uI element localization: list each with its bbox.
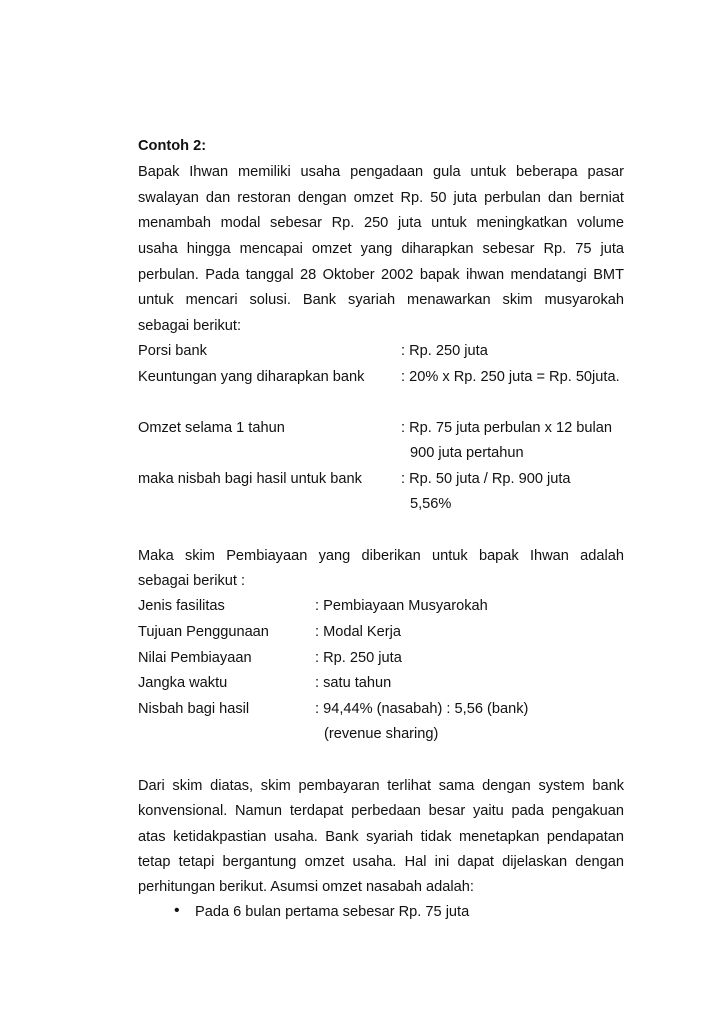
skim-label: Nilai Pembiayaan [138,650,252,666]
skim-row [138,673,624,693]
skim-value: : Pembiayaan Musyarokah [315,598,488,614]
calc-value: : Rp. 250 juta [401,343,488,359]
calc-value: 900 juta pertahun [410,445,524,461]
intro-line: menambah modal sebesar Rp. 250 juta untuk meningkatkan volume [138,215,624,231]
calc-row [138,494,624,514]
intro-line: swalayan dan restoran dengan omzet Rp. 50 juta perbulan dan berniat [138,190,624,206]
skim-value: : 94,44% (nasabah) : 5,56 (bank) [315,701,529,717]
intro-line: untuk mencari solusi. Bank syariah menawarkan skim musyarokah [138,292,624,308]
skim-label: Nisbah bagi hasil [138,701,250,717]
calc-row [138,418,624,438]
example-heading: Contoh 2: [138,138,207,154]
skim-row [138,648,624,668]
calc-label: Keuntungan yang diharapkan bank [138,369,365,385]
intro-line: Bapak Ihwan memiliki usaha pengadaan gula untuk beberapa pasar [138,164,624,180]
skim-value: : Rp. 250 juta [315,650,402,666]
calc-row [138,367,624,387]
skim-row [138,724,624,744]
skim-value: : satu tahun [315,675,392,691]
calc-label: maka nisbah bagi hasil untuk bank [138,471,362,487]
closing-line: tetap tetapi bergantung omzet usaha. Hal ini dapat dijelaskan dengan [138,854,624,870]
calc-value: : 20% x Rp. 250 juta = Rp. 50juta. [401,369,620,385]
skim-label: Tujuan Penggunaan [138,624,269,640]
intro-line: sebagai berikut: [138,318,242,334]
calc-value: : Rp. 50 juta / Rp. 900 juta [401,471,571,487]
calc-label: Omzet selama 1 tahun [138,420,285,436]
closing-line: konvensional. Namun terdapat perbedaan besar yaitu pada pengakuan [138,803,624,819]
skim-intro-line: sebagai berikut : [138,573,246,589]
calc-label: Porsi bank [138,343,207,359]
skim-row [138,622,624,642]
closing-line: atas ketidakpastian usaha. Bank syariah tidak menetapkan pendapatan [138,829,624,845]
calc-row [138,341,624,361]
skim-value: (revenue sharing) [324,726,439,742]
closing-line: perhitungan berikut. Asumsi omzet nasabah adalah: [138,879,474,895]
skim-label: Jangka waktu [138,675,228,691]
intro-line: usaha hingga mencapai omzet yang diharapkan sebesar Rp. 75 juta [138,241,624,257]
bullet-text: Pada 6 bulan pertama sebesar Rp. 75 juta [195,904,470,920]
calc-row [138,443,624,463]
skim-row [138,596,624,616]
calc-value: 5,56% [410,496,452,512]
calc-value: : Rp. 75 juta perbulan x 12 bulan [401,420,612,436]
skim-label: Jenis fasilitas [138,598,225,614]
intro-line: perbulan. Pada tanggal 28 Oktober 2002 bapak ihwan mendatangi BMT [138,267,624,283]
skim-intro-line: Maka skim Pembiayaan yang diberikan untuk bapak Ihwan adalah [138,548,624,564]
skim-row [138,699,624,719]
calc-row [138,469,624,489]
bullet-symbol: • [174,902,180,919]
closing-line: Dari skim diatas, skim pembayaran terlihat sama dengan system bank [138,778,624,794]
skim-value: : Modal Kerja [315,624,401,640]
